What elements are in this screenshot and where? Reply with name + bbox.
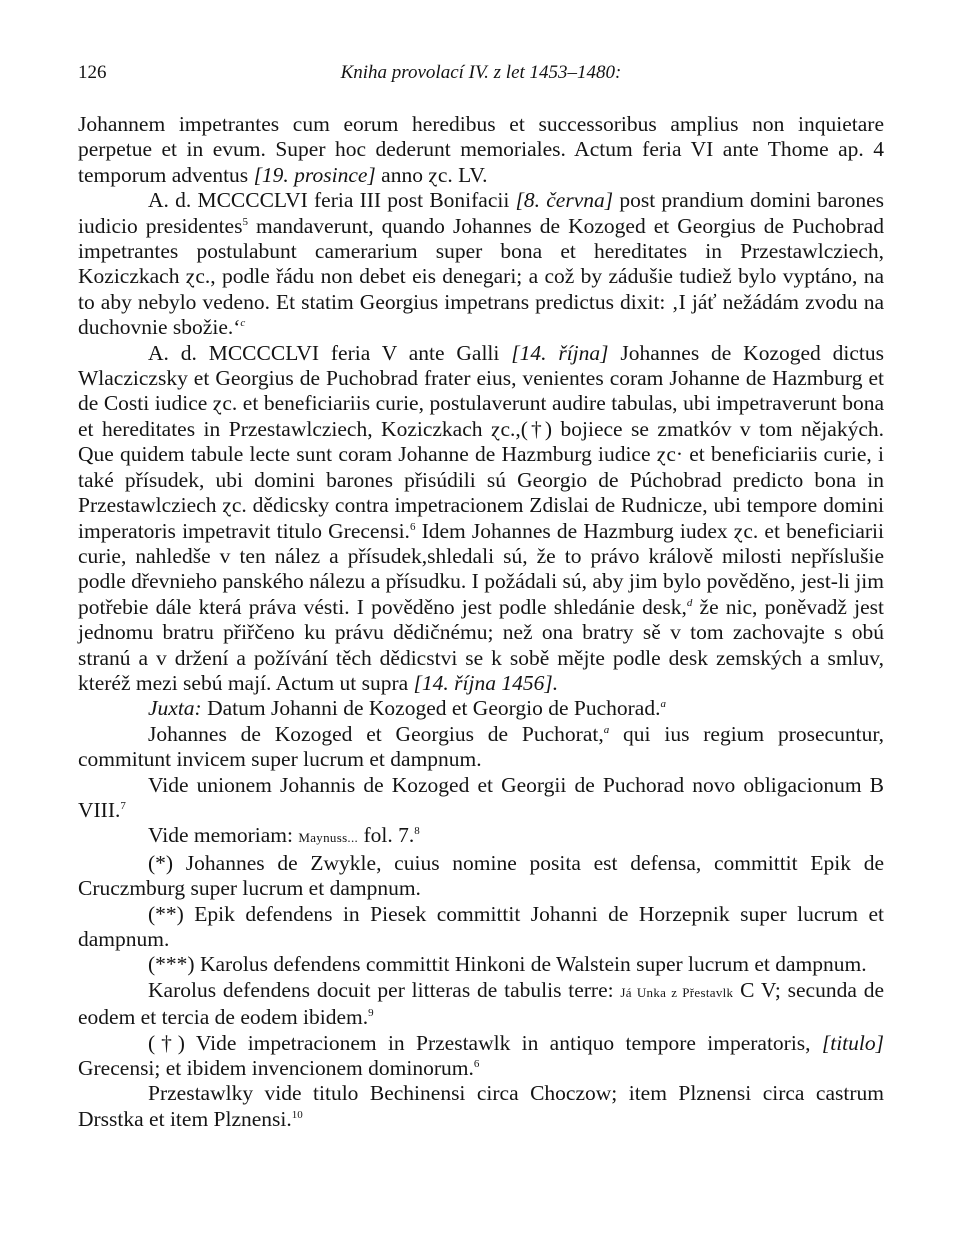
text: C V; secunda de eodem et tercia de eodem ibidem.	[78, 977, 884, 1030]
paragraph-3	[78, 341, 884, 697]
footnote-ref: d	[686, 596, 693, 609]
date-annotation: [8. června]	[515, 188, 614, 213]
footnote-ref: a	[660, 698, 666, 711]
small-caps-text: Já Unka z Přestavlk	[620, 984, 734, 1000]
paragraph-8: (*) Johannes de Zwykle, cuius nomine posita est defensa, committit Epik de Cruczmburg super lucrum et dampnum.	[78, 850, 884, 901]
paragraph-9: (**) Epik defendens in Piesek committit Johanni de Horzepnik super lucrum et dampnum.	[78, 901, 884, 951]
text: Johannes de Kozoged dictus Wlacziczsky et Georgius de Puchobrad frater eius, venientes coram Johanne de Hazmburg et de Costi iudice ɀc. et beneficiariis curie, postulaverunt audire tabulas, ubi impetraverunt bona et hereditates in Przestawlcziech, Koziczkach ɀc.,(†) bojiece se zmatkóv v tom nějakých. Que quidem tabule lecte sunt coram Johanne de Hazmburg iudice ɀc· et beneficiariis curie, i také přísudek, ubi domini barones přisúdili sú Georgio de Púchobrad predicto bona in Przestawlcziech ɀc. dědicsky contra impetracionem Zdislai de Rudnicze, ubi tempore domini imperatoris impetravit titulo Grecensi.	[78, 340, 884, 543]
paragraph-4	[78, 696, 884, 721]
date-annotation: [14. října]	[511, 340, 609, 365]
footnote-ref: 7	[120, 799, 126, 812]
paragraph-6	[78, 773, 884, 824]
small-caps-text: Maynuss...	[298, 830, 359, 846]
text: Vide unionem Johannis de Kozoged et Georgii de Puchorad novo obligacionum B VIII.	[78, 772, 884, 822]
running-head	[78, 62, 884, 90]
text: Idem Johannes de Hazmburg iudex ɀc. et beneficiarii curie, nahledše v ten nález a přísudek,shledali sú, že to právo králově milosti nepříslušie podle dřevnieho panského nálezu a přísudku. I požádali sú, aby jim bylo pověděno, jest-li jim potřebie dále která práva vésti. I pověděno jest podle shledánie desk,	[78, 518, 884, 619]
paragraph-5	[78, 722, 884, 773]
text: mandaverunt, quando Johannes de Kozoged et Georgius de Puchobrad impetrantes postulabunt camerarium super bona et hereditates in Przestawlcziech, Koziczkach ɀc., podle řádu non debet eis denegari; a což by zádušie tudiež bylo vyptáno, na to aby nebylo vedeno. Et statim Georgius impetrans predictus dixit: ‚I jáť nežádám zvodu na duchovnie sbožie.‘	[78, 213, 884, 340]
text: Grecensi; et ibidem invencionem dominorum.	[78, 1056, 474, 1081]
text: anno ɀc. LV.	[375, 162, 488, 187]
editorial-insertion: [titulo]	[821, 1030, 884, 1055]
date-annotation: [14. října 1456].	[413, 670, 559, 695]
running-title: Kniha provolací IV. z let 1453–1480:	[340, 62, 622, 83]
text: Johannes de Kozoged et Georgius de Puchorat,	[148, 721, 604, 746]
footnote-ref: a	[603, 723, 610, 736]
text: že nic, poněvadž jest jednomu bratru přiřčeno ku právu dědičnému; než ona bratry sě v tom zachovajte s obú stranú a v držení a požívání těch dědicstvi se k sobě mějte podle desk zemských a smluv, kteréž mezi sebú mají. Actum ut supra	[78, 594, 884, 695]
paragraph-13	[78, 1081, 884, 1132]
text: fol. 7.	[358, 823, 415, 848]
text: Johannem impetrantes cum eorum heredibus et successoribus amplius non inquietare perpetue et in evum. Super hoc dederunt memoriales. Actum feria VI ante Thome ap. 4 temporum adventus	[78, 112, 884, 187]
footnote-ref: 9	[368, 1007, 374, 1020]
paragraph-2	[78, 188, 884, 340]
footnote-ref: 6	[473, 1058, 480, 1071]
juxta-label: Juxta:	[148, 696, 202, 721]
body-text	[78, 112, 884, 1132]
footnote-ref: 5	[242, 215, 248, 228]
paragraph-11	[78, 978, 884, 1031]
date-annotation: [19. prosince]	[253, 162, 376, 187]
text: qui ius regium prosecuntur, commitunt invicem super lucrum et dampnum.	[78, 721, 884, 772]
paragraph-10: (***) Karolus defendens committit Hinkoni de Walstein super lucrum et dampnum.	[148, 952, 867, 977]
paragraph-7	[78, 823, 884, 850]
text: Karolus defendens docuit per litteras de tabulis terre:	[148, 977, 621, 1002]
footnote-ref: 6	[409, 520, 416, 533]
text: Datum Johanni de Kozoged et Georgio de Puchorad.	[201, 696, 661, 721]
text: Przestawlky vide titulo Bechinensi circa Choczow; item Plznensi circa castrum Drsstka et item Plznensi.	[78, 1081, 884, 1131]
paragraph-1	[78, 112, 884, 188]
text: A. d. MCCCCLVI feria III post Bonifacii	[148, 188, 516, 213]
text: Vide memoriam:	[148, 823, 299, 848]
text: post prandium domini barones iudicio presidentes	[78, 188, 884, 238]
page-number: 126	[78, 62, 107, 83]
paragraph-12	[78, 1031, 884, 1082]
footnote-ref: 10	[291, 1108, 303, 1121]
text: A. d. MCCCCLVI feria V ante Galli	[148, 340, 512, 365]
text: (†) Vide impetracionem in Przestawlk in antiquo tempore imperatoris,	[148, 1030, 822, 1055]
footnote-ref: 8	[414, 825, 420, 838]
footnote-ref: c	[240, 317, 246, 330]
